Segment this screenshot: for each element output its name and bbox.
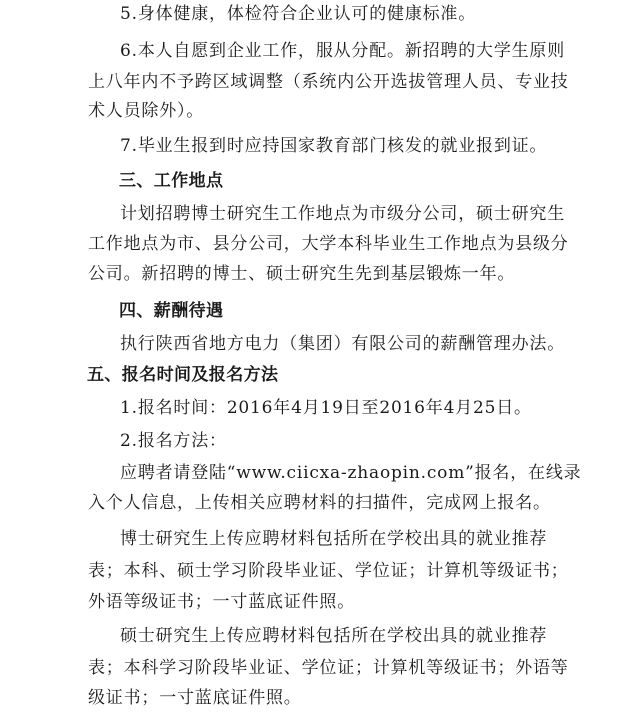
- phd-materials-line-2: 表；本科、硕士学习阶段毕业证、学位证；计算机等级证书；: [88, 561, 569, 581]
- requirement-6-line-2: 上八年内不予跨区域调整（系统内公开选拔管理人员、专业技: [88, 72, 569, 92]
- master-materials-line-1: 硕士研究生上传应聘材料包括所在学校出具的就业推荐: [120, 626, 548, 646]
- section-4-body: 执行陕西省地方电力（集团）有限公司的薪酬管理办法。: [120, 334, 565, 354]
- section-3-heading: 三、工作地点: [119, 171, 224, 191]
- requirement-5: 5.身体健康，体检符合企业认可的健康标准。: [120, 4, 477, 24]
- registration-method-title: 2.报名方法：: [120, 431, 227, 451]
- requirement-6-line-1: 6.本人自愿到企业工作，服从分配。新招聘的大学生原则: [120, 41, 566, 61]
- section-5-heading: 五、报名时间及报名方法: [87, 365, 279, 385]
- master-materials-line-3: 级证书；一寸蓝底证件照。: [88, 688, 302, 708]
- online-registration-line-2: 入个人信息，上传相关应聘材料的扫描件，完成网上报名。: [88, 493, 551, 513]
- requirement-6-line-3: 术人员除外）。: [88, 101, 205, 121]
- section-4-heading: 四、薪酬待遇: [119, 301, 224, 321]
- phd-materials-line-3: 外语等级证书；一寸蓝底证件照。: [88, 592, 355, 612]
- online-registration-line-1: 应聘者请登陆“www.ciicxa-zhaopin.com”报名，在线录: [120, 463, 582, 483]
- registration-time: 1.报名时间：2016年4月19日至2016年4月25日。: [120, 398, 532, 418]
- master-materials-line-2: 表；本科学习阶段毕业证、学位证；计算机等级证书；外语等: [88, 658, 569, 678]
- section-3-line-1: 计划招聘博士研究生工作地点为市级分公司，硕士研究生: [120, 204, 565, 224]
- section-3-line-2: 工作地点为市、县分公司，大学本科毕业生工作地点为县级分: [88, 234, 569, 254]
- section-3-line-3: 公司。新招聘的博士、硕士研究生先到基层锻炼一年。: [88, 264, 516, 284]
- phd-materials-line-1: 博士研究生上传应聘材料包括所在学校出具的就业推荐: [120, 529, 548, 549]
- requirement-7: 7.毕业生报到时应持国家教育部门核发的就业报到证。: [120, 136, 548, 156]
